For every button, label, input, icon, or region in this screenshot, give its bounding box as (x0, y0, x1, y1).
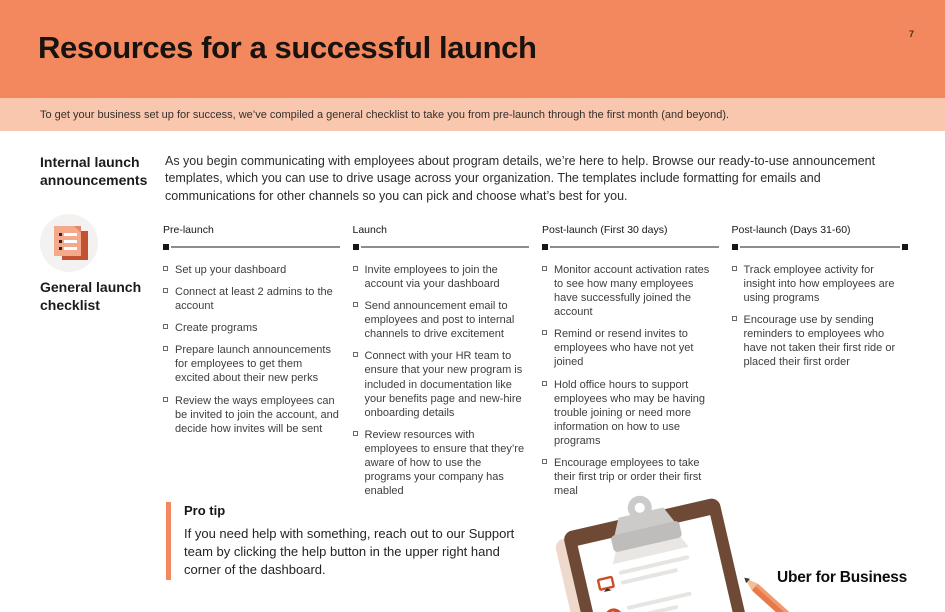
timeline-node-icon (902, 244, 908, 250)
timeline-line (740, 246, 901, 249)
timeline-column-postlaunch-30 (542, 224, 719, 506)
checklist-item: Track employee activity for insight into how employees are using programs (743, 264, 895, 305)
slide-title: Resources for a successful launch (38, 30, 537, 65)
timeline-node-icon (542, 244, 548, 250)
section-heading: Internal launch announcements (40, 154, 148, 189)
list-item (163, 285, 340, 313)
pro-tip (166, 502, 540, 580)
column-header: Post-launch (Days 31-60) (731, 224, 851, 236)
list-item (542, 378, 719, 448)
timeline-line (361, 246, 530, 249)
checklist-item: Create programs (175, 322, 258, 335)
timeline-line (550, 246, 719, 249)
checkbox-bullet-icon (163, 397, 168, 402)
checklist-item: Encourage use by sending reminders to employees who have not taken their first ride or placed their first order (743, 314, 896, 369)
list-item (732, 263, 909, 305)
checkbox-bullet-icon (163, 324, 168, 329)
checkbox-bullet-icon (732, 266, 737, 271)
timeline-ruler (542, 243, 719, 251)
list-item (353, 263, 530, 291)
checkbox-bullet-icon (542, 459, 547, 464)
timeline-node-icon (732, 244, 738, 250)
checklist-documents-icon (40, 214, 98, 272)
pro-tip-text: If you need help with something, reach out to our Support team by clicking the help button in the upper right hand corner of the dashboard. (184, 526, 515, 578)
checkbox-bullet-icon (163, 266, 168, 271)
pro-tip-body-wrap (184, 502, 540, 580)
header-band (0, 0, 945, 98)
list-item (163, 263, 340, 277)
timeline-line (171, 246, 340, 249)
intro-paragraph: As you begin communicating with employees about program details, we’re here to help. Browse our ready-to-use announcement templates, which you can use to drive usage across your organization. The templates include formatting for emails and communications for other channels so you can pick and choose what’s best for you. (165, 154, 876, 203)
checkbox-bullet-icon (163, 288, 168, 293)
timeline-column-launch (353, 224, 530, 506)
checkbox-bullet-icon (163, 346, 168, 351)
checklist-item: Prepare launch announcements for employees to get them excited about their new perks (175, 344, 331, 385)
list-item (163, 343, 340, 385)
checklist-item: Encourage employees to take their first trip or order their first meal (554, 456, 702, 498)
timeline-column-prelaunch (163, 224, 340, 506)
icon-caption: General launch checklist (40, 279, 142, 314)
column-header: Post-launch (First 30 days) (542, 224, 668, 236)
list-item (163, 321, 340, 335)
clipboard-illustration (543, 484, 803, 612)
column-header: Launch (352, 224, 387, 236)
checkbox-bullet-icon (353, 431, 358, 436)
timeline-columns (163, 224, 908, 506)
checklist-item: Invite employees to join the account via your dashboard (364, 264, 500, 291)
subtitle-text: To get your business set up for success, we’ve compiled a general checklist to take you from pre-launch through the first month (and beyond). (40, 108, 730, 121)
checklist-item: Monitor account activation rates to see how many employees have successfully joined the account (554, 264, 710, 319)
brand-logo: Uber for Business (777, 569, 908, 586)
checkbox-bullet-icon (732, 316, 737, 321)
timeline-ruler (732, 243, 909, 251)
list-item (542, 263, 719, 319)
checklist-item: Set up your dashboard (175, 264, 287, 276)
checkbox-bullet-icon (542, 330, 547, 335)
list-item (163, 394, 340, 436)
timeline-node-icon (353, 244, 359, 250)
checklist-item: Connect at least 2 admins to the account (175, 286, 333, 313)
checkbox-bullet-icon (353, 352, 358, 357)
list-item (542, 327, 719, 369)
checkbox-bullet-icon (542, 381, 547, 386)
list-item (353, 349, 530, 419)
checklist-item: Connect with your HR team to ensure that your new program is included in documentation like your benefits page and new-hire onboarding details (364, 350, 523, 419)
timeline-ruler (353, 243, 530, 251)
pro-tip-accent-bar (166, 502, 171, 580)
page-number: 7 (908, 29, 914, 39)
checklist-item: Review the ways employees can be invited to join the account, and decide how invites will be sent (175, 394, 339, 435)
timeline-column-postlaunch-60 (732, 224, 909, 506)
timeline-node-icon (163, 244, 169, 250)
list-item (732, 313, 909, 369)
list-item (353, 428, 530, 498)
checklist-item: Hold office hours to support employees who may be having trouble joining or need more information on how to use programs (554, 378, 706, 447)
timeline-ruler (163, 243, 340, 251)
pro-tip-title: Pro tip (184, 503, 226, 518)
checkbox-bullet-icon (353, 266, 358, 271)
subtitle-banner (0, 98, 945, 131)
column-header: Pre-launch (163, 224, 214, 236)
checklist-item: Remind or resend invites to employees who have not yet joined (554, 328, 694, 369)
checkbox-bullet-icon (353, 302, 358, 307)
checklist-item: Send announcement email to employees and post to internal channels to drive excitement (364, 300, 515, 341)
checklist-item: Review resources with employees to ensure that they’re aware of how to use the programs your company has enabled (364, 428, 525, 498)
list-item (353, 299, 530, 341)
checkbox-bullet-icon (542, 266, 547, 271)
